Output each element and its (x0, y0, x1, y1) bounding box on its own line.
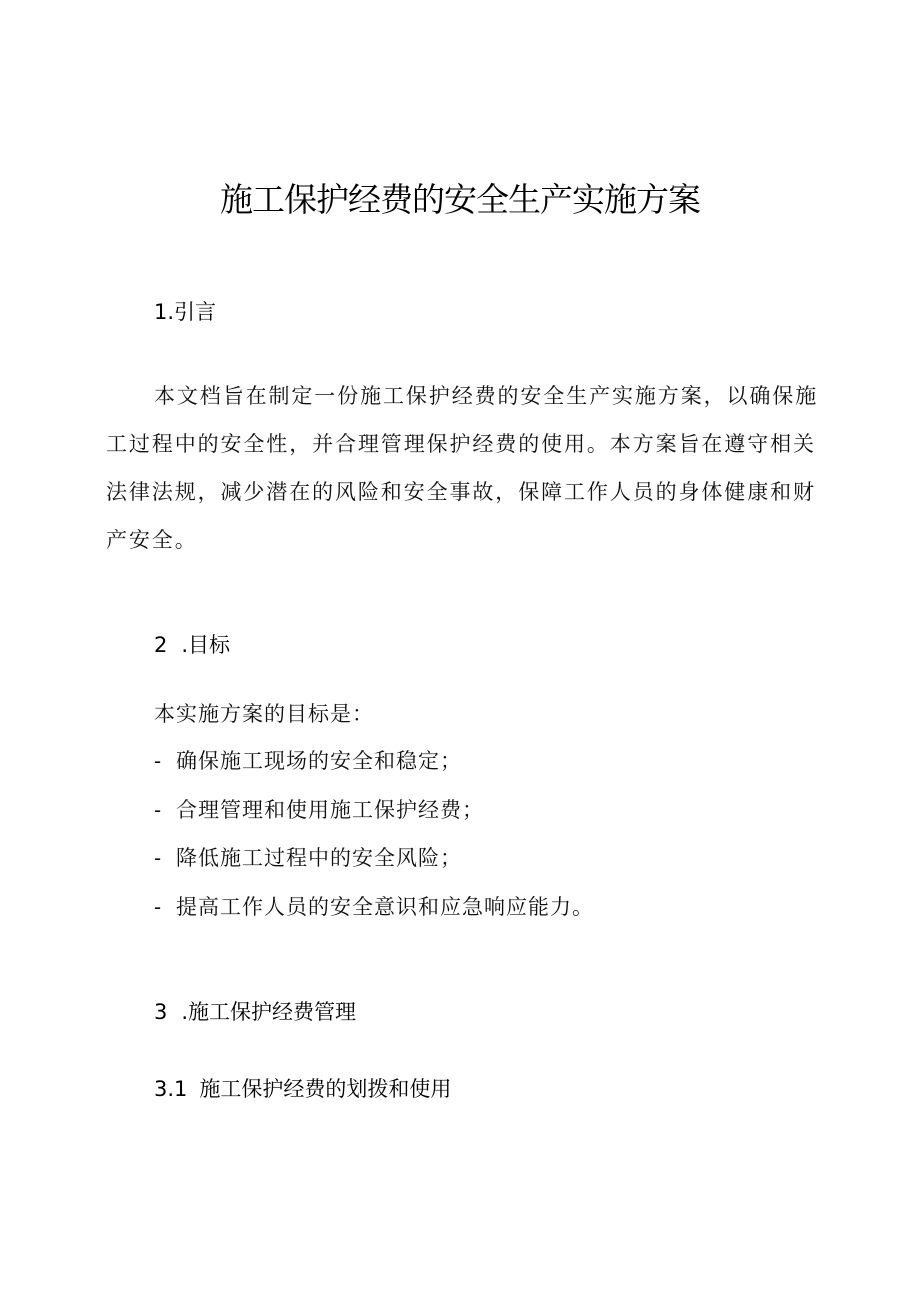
bullet-marker: - (154, 798, 163, 822)
section-1-heading (154, 297, 216, 327)
list-item (154, 843, 462, 873)
document-title: 施工保护经费的安全生产实施方案 (220, 180, 700, 219)
section-1-title: 引言 (174, 300, 217, 324)
list-item (154, 746, 462, 776)
section-1-number: 1. (154, 300, 175, 324)
section-2-title: .目标 (181, 633, 231, 657)
section-3-heading (154, 997, 356, 1027)
section-2-number: 2 (154, 633, 168, 657)
section-2-heading (154, 630, 230, 660)
list-item-text: 提高工作人员的安全意识和应急响应能力。 (176, 895, 594, 919)
subsection-3-1-heading (154, 1074, 451, 1104)
list-item-text: 合理管理和使用施工保护经费； (176, 798, 484, 822)
list-item (154, 892, 594, 922)
subsection-3-1-number: 3.1 (154, 1077, 188, 1101)
list-item-text: 确保施工现场的安全和稳定； (176, 749, 462, 773)
bullet-marker: - (154, 846, 163, 870)
section-2-intro: 本实施方案的目标是： (154, 702, 374, 726)
section-1-paragraph: 本文档旨在制定一份施工保护经费的安全生产实施方案，以确保施工过程中的安全性，并合理管理保护经费的使用。本方案旨在遵守相关法律法规，减少潜在的风险和安全事故，保障工作人员的身体健康和财产安全。 (106, 384, 819, 552)
bullet-marker: - (154, 749, 163, 773)
bullet-marker: - (154, 895, 163, 919)
list-item (154, 795, 484, 825)
subsection-3-1-title: 施工保护经费的划拨和使用 (199, 1077, 452, 1101)
list-item-text: 降低施工过程中的安全风险； (176, 846, 462, 870)
section-3-title: .施工保护经费管理 (181, 1000, 357, 1024)
section-3-number: 3 (154, 1000, 168, 1024)
